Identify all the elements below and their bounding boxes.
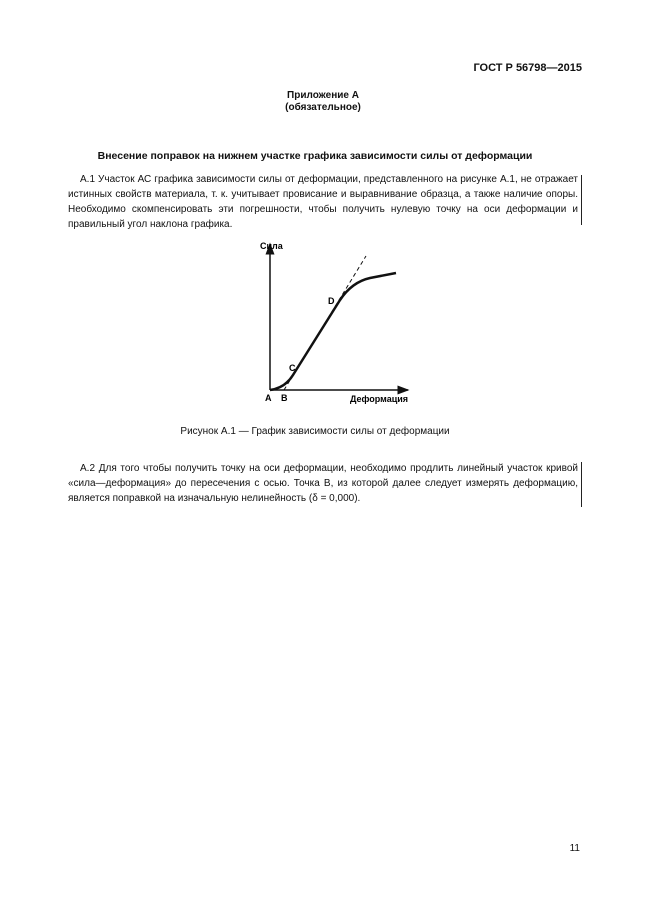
annex-status: (обязательное) [285, 102, 361, 113]
annex-title: Приложение А [287, 90, 359, 101]
figure-caption: Рисунок А.1 — График зависимости силы от деформации [180, 426, 450, 437]
paragraph-a2: А.2 Для того чтобы получить точку на оси деформации, необходимо продлить линейный участок кривой «сила—деформация» до пересечения с осью. Точка В, из которой далее следует измерять деформацию, является поправкой на изначальную нелинейность (δ = 0,000). [68, 463, 578, 504]
point-a-label: A [265, 393, 272, 403]
annex-heading [0, 90, 646, 114]
y-axis-label: Сила [260, 241, 283, 251]
change-bar [581, 462, 582, 507]
section-title: Внесение поправок на нижнем участке графика зависимости силы от деформации [97, 150, 533, 162]
x-axis-label: Деформация [350, 394, 409, 404]
page-number: 11 [569, 843, 580, 854]
point-c-label: C [289, 363, 296, 373]
change-bar [581, 175, 582, 225]
point-b-label: B [281, 393, 288, 403]
force-deformation-diagram [240, 230, 420, 410]
standard-number: ГОСТ Р 56798—2015 [473, 62, 582, 74]
point-d-label: D [328, 296, 335, 306]
paragraph-a1: А.1 Участок АС графика зависимости силы от деформации, представленного на рисунке А.1, не отражает истинных свойств материала, т. к. учитывает провисание и выравнивание образца, а также наличие опоры. Необходимо скомпенсировать эти погрешности, чтобы получить нулевую точку на оси деформации и правильный угол наклона графика. [68, 174, 578, 230]
